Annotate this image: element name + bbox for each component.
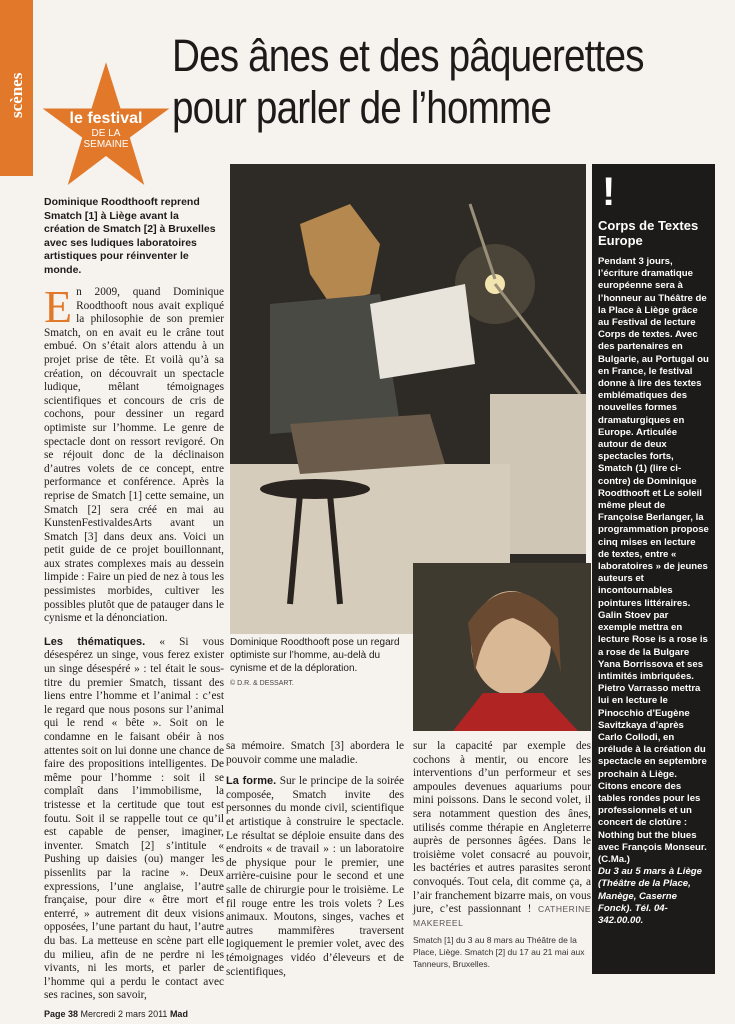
section-label: scènes: [7, 72, 26, 118]
brand: Mad: [169, 1009, 188, 1019]
page-footer: [44, 1009, 188, 1019]
badge-line2-3: [40, 128, 172, 150]
article-column-2: [226, 740, 404, 979]
sidebar-body: Pendant 3 jours, l’écriture dramatique européenne sera à l’honneur au Théâtre de la Place à Liège grâce au Festival de lecture Corps de textes. Avec des partenaires en Bulgarie, au Portugal ou en France, le festival donne à lire des textes emblématiques des nouvelles formes dramaturgiques en Europe. Articulée autour de deux spectacles forts, Smatch (1) (lire ci-contre) de Dominique Roodthooft et Le soleil même pleut de Françoise Berlanger, la programmation propose cinq mises en lecture de textes, entre « laboratoires » de jeunes auteurs et incontournables pointures littéraires. Galin Stoev par exemple mettra en lecture Rose is a rose is a rose de la Bulgare Yana Borrissova et ses intimités imbriquées. Pietro Varrasso mettra lui en lecture le Pinocchio d’Eugène Savitzkaya d’après Carlo Collodi, en prélude à la création du spectacle en septembre prochain à Liège. Citons encore des tables rondes pour les professionnels et un concert de clotûre : Nothing but the blues avec François Monseur. (C.Ma.): [598, 256, 709, 865]
exclamation-icon: !: [602, 170, 616, 214]
paragraph-memory: sa mémoire. Smatch [3] abordera le pouvoir comme une maladie.: [226, 740, 404, 766]
issue-date: Mercredi 2 mars 2011: [80, 1009, 168, 1019]
section-tab: [0, 0, 33, 176]
photo-credit: © D.R. & DESSART.: [230, 680, 294, 687]
photo-portrait: [413, 563, 591, 731]
paragraph-animals: sur la capacité par exemple des cochons à mentir, ou encore les interventions d’un performeur et ses ampoules devenues aquariums pour mini poissons. Dans le second volet, il sera notamment question des ânes, utilisés comme thérapie en Angleterre auprès de personnes âgées. Dans le troisième volet consacré au pouvoir, les bactéries et autres parasites seront convoqués. Tout cela, dit comme ça, a l’air franchement bizarre mais, on vous jure, c’est passionnant !: [413, 740, 591, 916]
sidebar-box: [592, 164, 715, 974]
sidebar-heading: Corps de Textes Europe: [598, 218, 699, 248]
paragraph-themes: « Si vous désespérez un singe, vous ferez exister un singe désespéré » : tel était le sous-titre du premier Smatch, tissant des liens entre l’homme et l’animal : c’est le regard que nous posons sur l’animal qui le rend « bête ». Soit on le condamne en le faisant obéir à nos attentes soit on lui donne une chance de faire des propositions intelligentes. De même pour l’homme : soit il se complaît dans l’immobilisme, la tristesse et la certitude que tout est foutu. Soit il se rappelle tout ce qu’il est capable de penser, imaginer, inventer. Smatch [2] s’intitule « Pushing up daisies (ou) manger les pissenlits par la racine ». Deux expressions, l’une anglaise, l’autre française, pour dire « être mort et enterré, » autrement dit deux visions opposées, l’une partant du haut, l’autre du bas. La metteuse en scène part elle du milieu, afin de ne perdre ni les vivants, ni les morts, et parler de l’homme qui a perdu le contact avec ses racines, son savoir,: [44, 635, 224, 1002]
festival-badge: [40, 62, 172, 188]
badge-line3: SEMAINE: [83, 139, 129, 150]
paragraph-form: Sur le principe de la soirée composée, Smatch invite des personnes du monde civil, scientifique et artistique à construire le spectacle. Le résultat se déploie ensuite dans des endroits « de travail » : un laboratoire de physique pour le premier, une arrière-cuisine pour le second et une salle de chirurgie pour le troisième. Le fil rouge entre les trois volets ? Les animaux. Moutons, singes, vaches et autres mammifères traversent logiquement le premier volet, avec des témoignages vidéo d’éleveurs et de scientifiques,: [226, 775, 405, 978]
paragraph-intro: n 2009, quand Dominique Roodthooft nous avait expliqué la philosophie de son premier Smatch, on en avait eu le crâne tout embué. On s’était alors attendu à un projet prise de tête. Et voilà qu’à sa création, on découvrait un spectacle ludique, mêlant témoignages scientifiques et concours de cris de cochons, pour dessiner un regard optimiste sur l’homme. Le genre de spectacle dont on ressort revigoré. On se réjouit donc de la déclinaison d’autres volets de ce concept, entre performance et conférence. Après la reprise de Smatch [1] cette semaine, un Smatch [2] sera créé en mai au KunstenFestivaldesArts avant un Smatch [3] dans deux ans. Voici un petit guide de ce projet bouillonnant, aux strates complexes mais au dessein limpide : Faire un pied de nez à tous les pessimistes morbides, cultiver les possibles plutôt que de patauger dans le cynisme et la dénonciation.: [44, 286, 224, 625]
photo-caption: Dominique Roodthooft pose un regard optimiste sur l’homme, au-delà du cynisme et de la déploration.: [230, 637, 400, 674]
sidebar-footer: Du 3 au 5 mars à Liège (Théâtre de la Place, Manège, Caserne Fonck). Tél. 04-342.00.00.: [598, 866, 702, 926]
badge-line1: le festival: [69, 110, 143, 127]
article-column-1: [44, 281, 224, 1003]
page-number: Page 38: [44, 1009, 79, 1019]
article-column-3: [413, 740, 591, 930]
portrait-illustration: [413, 563, 591, 731]
author-byline: CATHERINE MAKEREEL: [413, 904, 591, 928]
event-dates: Smatch [1] du 3 au 8 mars au Théâtre de la Place, Liège. Smatch [2] du 17 au 21 mai aux Tanneurs, Bruxelles.: [413, 935, 585, 969]
dropcap: E: [44, 281, 73, 332]
article-title: Des ânes et des pâquerettes pour parler de l’homme: [172, 30, 644, 133]
article-lead: Dominique Roodthooft reprend Smatch [1] à Liège avant la création de Smatch [2] à Bruxelles avec ses ludiques laboratoires artistiques pour réinventer le monde.: [44, 196, 216, 276]
subhead-themes: Les thématiques.: [44, 635, 146, 648]
subhead-form: La forme.: [226, 775, 277, 788]
badge-line2: DE LA: [91, 128, 121, 139]
